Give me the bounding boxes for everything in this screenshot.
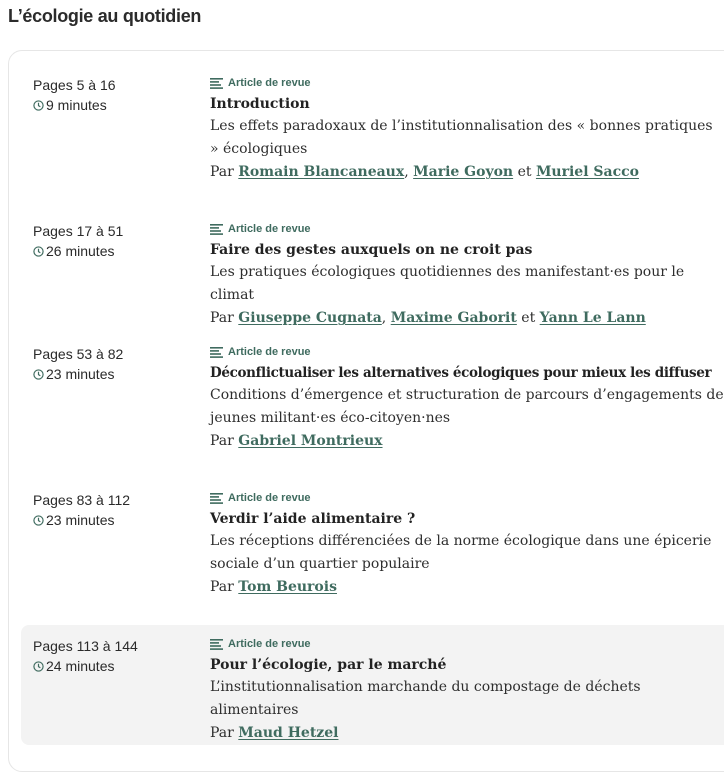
reading-time (33, 241, 123, 261)
author-link[interactable]: Giuseppe Cugnata (238, 310, 382, 326)
article-meta (33, 636, 138, 676)
document-lines-icon (210, 78, 223, 89)
clock-icon (33, 100, 44, 111)
article-item (21, 75, 724, 195)
article-content (210, 636, 724, 744)
section-title: L’écologie au quotidien (8, 6, 202, 26)
reading-time-label: 23 minutes (46, 512, 115, 528)
document-lines-icon (210, 347, 223, 358)
document-lines-icon (210, 639, 223, 650)
article-title-link[interactable]: Déconflictualiser les alternatives écologiques pour mieux les diffuser (210, 365, 712, 381)
article-list-panel (8, 50, 724, 772)
article-authors (210, 576, 724, 598)
author-link[interactable]: Romain Blancaneaux (238, 164, 405, 180)
author-separator: , (381, 310, 391, 326)
reading-time (33, 656, 138, 676)
article-title-link[interactable]: Pour l’écologie, par le marché (210, 657, 447, 673)
article-subtitle: Les effets paradoxaux de l’institutionnalisation des « bonnes pratiques » écologiques (210, 118, 713, 157)
article-type-label: Article de revue (228, 638, 311, 650)
page-range: Pages 17 à 51 (33, 223, 124, 239)
reading-time-label: 9 minutes (46, 97, 107, 113)
by-label: Par (210, 725, 234, 741)
article-type (210, 344, 724, 360)
article-item (21, 344, 724, 464)
clock-icon (33, 369, 44, 380)
author-separator: et (516, 310, 540, 326)
article-type-label: Article de revue (228, 223, 311, 235)
author-link[interactable]: Marie Goyon (413, 164, 514, 180)
author-link[interactable]: Maxime Gaborit (390, 310, 517, 326)
author-separator: , (404, 164, 414, 180)
article-type (210, 490, 724, 506)
clock-icon (33, 246, 44, 257)
article-type (210, 636, 724, 652)
by-label: Par (210, 433, 234, 449)
reading-time (33, 510, 130, 530)
article-content (210, 490, 724, 598)
author-link[interactable]: Gabriel Montrieux (238, 433, 383, 449)
article-content (210, 221, 724, 329)
article-meta (33, 490, 130, 530)
by-label: Par (210, 310, 234, 326)
article-meta (33, 75, 116, 115)
article-subtitle: Conditions d’émergence et structuration de parcours d’engagements de jeunes militant·es éco-citoyen·nes (210, 387, 724, 426)
page-range: Pages 83 à 112 (33, 492, 131, 508)
clock-icon (33, 515, 44, 526)
author-separator: et (513, 164, 536, 180)
article-title-link[interactable]: Introduction (210, 96, 310, 112)
article-type-label: Article de revue (228, 77, 311, 89)
article-subtitle: Les réceptions différenciées de la norme écologique dans une épicerie sociale d’un quartier populaire (210, 533, 712, 572)
article-authors (210, 722, 724, 744)
article-title-link[interactable]: Faire des gestes auxquels on ne croit pas (210, 242, 533, 258)
clock-icon (33, 661, 44, 672)
article-meta (33, 221, 123, 261)
article-item-hovered (21, 625, 724, 745)
document-lines-icon (210, 493, 223, 504)
by-label: Par (210, 164, 234, 180)
article-type (210, 75, 724, 91)
article-item (21, 221, 724, 326)
article-content (210, 75, 724, 183)
reading-time-label: 24 minutes (46, 658, 115, 674)
reading-time-label: 23 minutes (46, 366, 115, 382)
author-link[interactable]: Yann Le Lann (539, 310, 646, 326)
article-type (210, 221, 724, 237)
article-title-link[interactable]: Verdir l’aide alimentaire ? (210, 511, 416, 527)
document-lines-icon (210, 224, 223, 235)
article-content (210, 344, 724, 452)
reading-time (33, 95, 116, 115)
article-subtitle: Les pratiques écologiques quotidiennes des manifestant·es pour le climat (210, 264, 685, 303)
article-type-label: Article de revue (228, 492, 311, 504)
page-range: Pages 113 à 144 (33, 638, 138, 654)
article-item (21, 490, 724, 610)
article-authors (210, 307, 724, 329)
article-authors (210, 161, 724, 183)
author-link[interactable]: Maud Hetzel (238, 725, 339, 741)
reading-time (33, 364, 123, 384)
by-label: Par (210, 579, 234, 595)
page-range: Pages 5 à 16 (33, 77, 116, 93)
article-type-label: Article de revue (228, 346, 311, 358)
author-link[interactable]: Muriel Sacco (535, 164, 639, 180)
article-subtitle: L’institutionnalisation marchande du compostage de déchets alimentaires (210, 679, 641, 718)
author-link[interactable]: Tom Beurois (238, 579, 337, 595)
page-range: Pages 53 à 82 (33, 346, 124, 362)
article-meta (33, 344, 123, 384)
article-authors (210, 430, 724, 452)
reading-time-label: 26 minutes (46, 243, 115, 259)
